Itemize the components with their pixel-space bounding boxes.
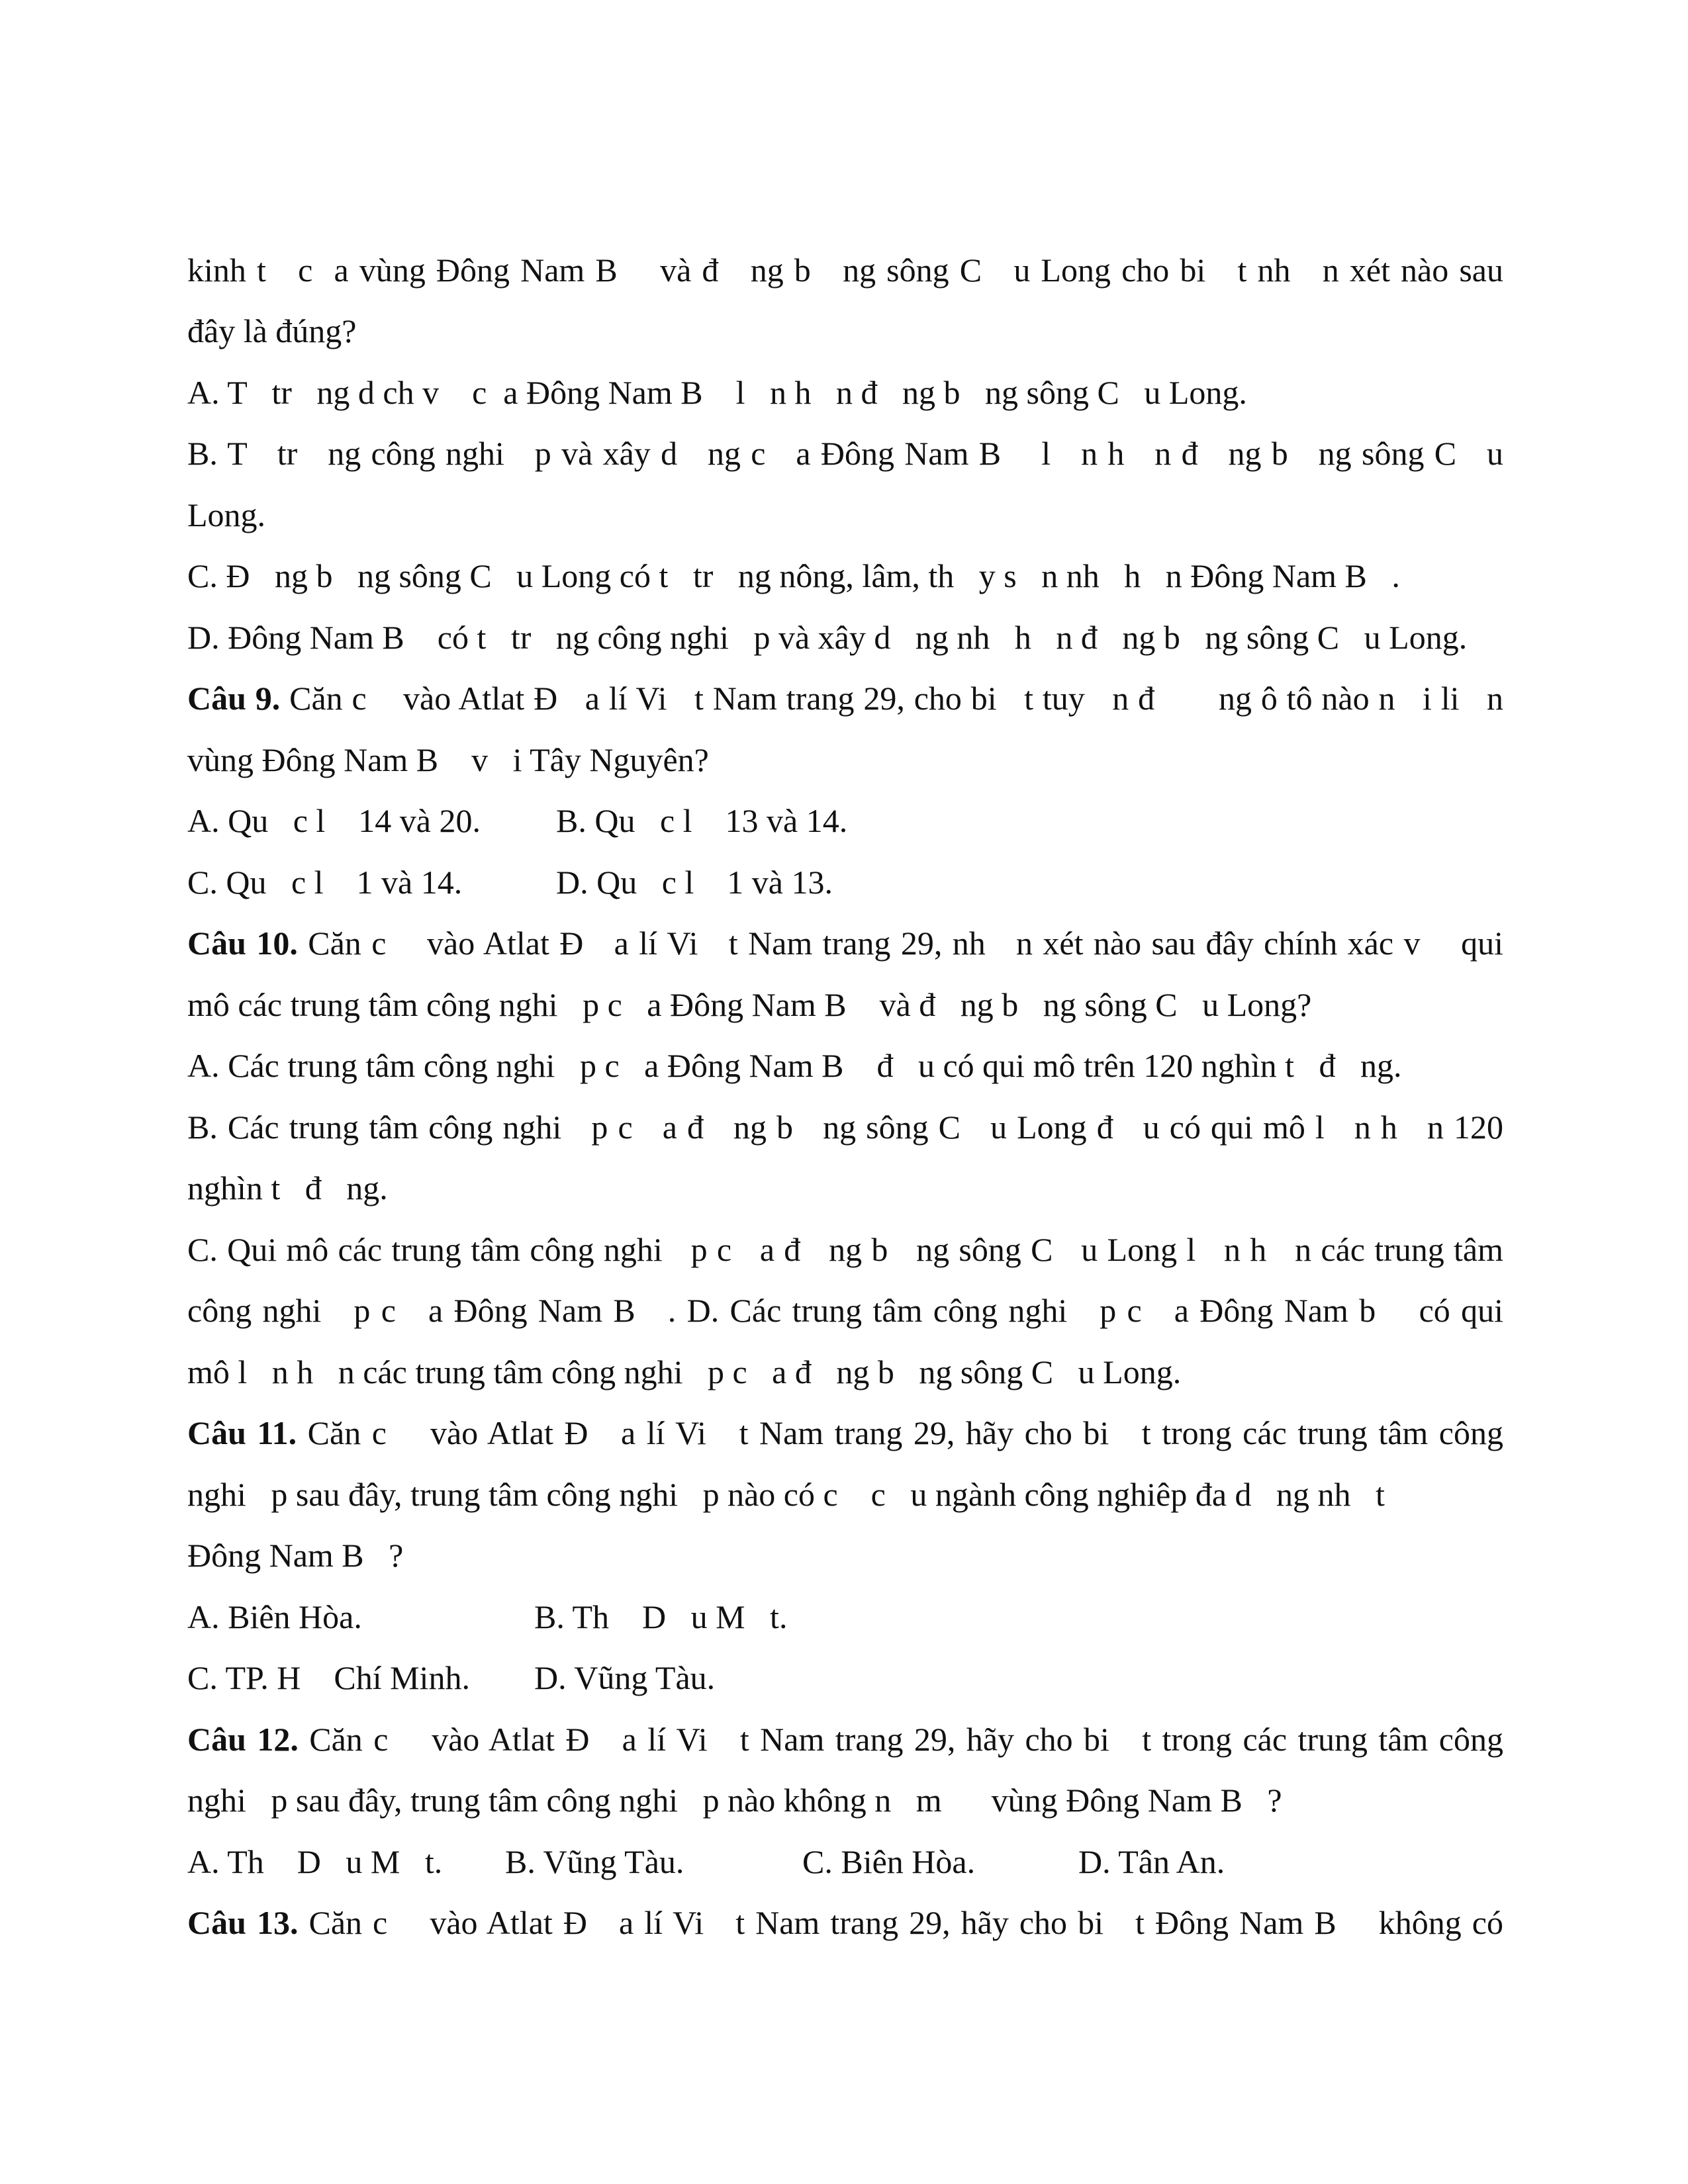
question-9-option-d: D. Qu c l 1 và 13.: [556, 864, 833, 901]
question-9-options-row-2: [187, 862, 1503, 902]
question-12-options-row: [187, 1842, 1503, 1882]
question-11-stem-line-2: nghi p sau đây, trung tâm công nghi p nào có c c u ngành công nghiêp đa d ng nh t: [187, 1476, 1385, 1513]
question-10-stem-line-1: Câu 10. Căn c vào Atlat Đ a lí Vi t Nam trang 29, nh n xét nào sau đây chính xác v qui: [187, 925, 1503, 962]
question-10-option-c: C. Qui mô các trung tâm công nghi p c a đ ng b ng sông C u Long l n h n các trung tâm: [187, 1231, 1503, 1268]
question-8-option-b: B. T tr ng công nghi p và xây d ng c a Đông Nam B l n h n đ ng b ng sông C u: [187, 435, 1503, 472]
question-12-option-c: C. Biên Hòa.: [802, 1843, 976, 1880]
question-11-option-b: B. Th D u M t.: [534, 1598, 788, 1635]
question-12-option-d: D. Tân An.: [1078, 1843, 1225, 1880]
question-10-option-b: B. Các trung tâm công nghi p c a đ ng b ng sông C u Long đ u có qui mô l n h n 120: [187, 1109, 1503, 1146]
question-10-option-a: A. Các trung tâm công nghi p c a Đông Nam B đ u có qui mô trên 120 nghìn t đ ng.: [187, 1047, 1402, 1084]
question-13-stem-line-1: Câu 13. Căn c vào Atlat Đ a lí Vi t Nam trang 29, hãy cho bi t Đông Nam B không có: [187, 1904, 1503, 1941]
question-11-options-row-1: [187, 1597, 1503, 1637]
question-8-option-d: D. Đông Nam B có t tr ng công nghi p và xây d ng nh h n đ ng b ng sông C u Long.: [187, 619, 1468, 656]
question-9-stem-line-2: vùng Đông Nam B v i Tây Nguyên?: [187, 741, 709, 778]
question-11-stem-line-1: Câu 11. Căn c vào Atlat Đ a lí Vi t Nam trang 29, hãy cho bi t trong các trung tâm công: [187, 1414, 1503, 1451]
question-9-stem-line-1: Câu 9. Căn c vào Atlat Đ a lí Vi t Nam trang 29, cho bi t tuy n đ ng ô tô nào n i li n: [187, 680, 1503, 717]
question-9-option-c: C. Qu c l 1 và 14.: [187, 864, 463, 901]
question-8-option-b-cont: Long.: [187, 496, 266, 533]
question-11-options-row-2: [187, 1658, 1503, 1698]
question-8-stem-line-2: đây là đúng?: [187, 312, 357, 349]
question-11-option-c: C. TP. H Chí Minh.: [187, 1659, 470, 1696]
question-13-label: Câu 13.: [187, 1904, 299, 1941]
question-9-options-row-1: [187, 801, 1503, 841]
question-8-stem-line-1: kinh t c a vùng Đông Nam B và đ ng b ng sông C u Long cho bi t nh n xét nào sau: [187, 251, 1503, 289]
question-12-stem-line-1: Câu 12. Căn c vào Atlat Đ a lí Vi t Nam trang 29, hãy cho bi t trong các trung tâm công: [187, 1721, 1503, 1758]
question-12-option-b: B. Vũng Tàu.: [505, 1843, 684, 1880]
question-12-label: Câu 12.: [187, 1721, 299, 1758]
question-11-stem-line-3: Đông Nam B ?: [187, 1537, 404, 1574]
question-11-option-d: D. Vũng Tàu.: [534, 1659, 716, 1696]
question-10-label: Câu 10.: [187, 925, 298, 962]
question-12-stem-line-2: nghi p sau đây, trung tâm công nghi p nào không n m vùng Đông Nam B ?: [187, 1782, 1282, 1819]
question-8-option-a: A. T tr ng d ch v c a Đông Nam B l n h n đ ng b ng sông C u Long.: [187, 374, 1247, 411]
question-9-option-a: A. Qu c l 14 và 20.: [187, 802, 481, 839]
question-9-option-b: B. Qu c l 13 và 14.: [556, 802, 848, 839]
question-11-option-a: A. Biên Hòa.: [187, 1598, 362, 1635]
question-10-option-b-cont: nghìn t đ ng.: [187, 1169, 388, 1206]
question-10-option-c-d: công nghi p c a Đông Nam B . D. Các trung tâm công nghi p c a Đông Nam b có qui: [187, 1292, 1503, 1329]
question-10-option-d-cont: mô l n h n các trung tâm công nghi p c a đ ng b ng sông C u Long.: [187, 1353, 1182, 1390]
question-8-option-c: C. Đ ng b ng sông C u Long có t tr ng nông, lâm, th y s n nh h n Đông Nam B .: [187, 557, 1400, 594]
question-12-option-a: A. Th D u M t.: [187, 1843, 443, 1880]
question-9-label: Câu 9.: [187, 680, 281, 717]
question-11-label: Câu 11.: [187, 1414, 297, 1451]
question-10-stem-line-2: mô các trung tâm công nghi p c a Đông Nam B và đ ng b ng sông C u Long?: [187, 986, 1312, 1023]
